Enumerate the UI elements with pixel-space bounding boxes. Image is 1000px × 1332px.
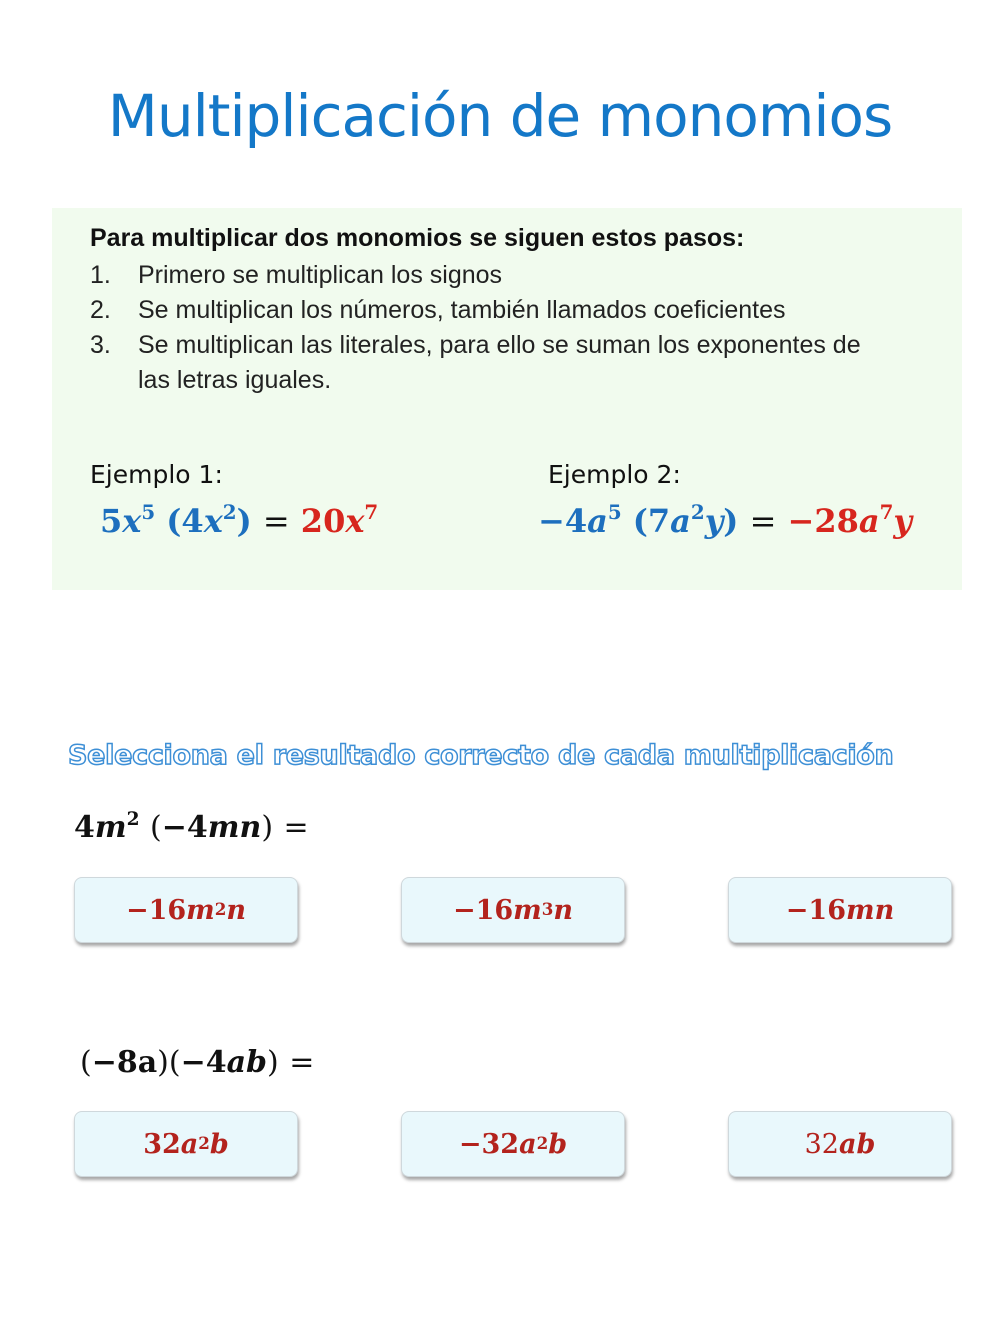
step-number: 2. bbox=[90, 296, 111, 324]
answer-option-button[interactable]: 32 a $^2$ b bbox=[74, 1111, 298, 1177]
step-item bbox=[90, 293, 870, 328]
answer-option-button[interactable]: −16 mn bbox=[728, 877, 952, 943]
step-text: Se multiplican las literales, para ello se suman los exponentes de las letras iguales. bbox=[138, 331, 861, 394]
example-1-formula: $5x^5$ $(4x^2) = 20x^7$ bbox=[100, 500, 379, 540]
question-2-expression: (−8a)(−4ab) = bbox=[80, 1045, 315, 1080]
exercise-instruction: Selecciona el resultado correcto de cada multiplicación bbox=[68, 740, 894, 771]
instructions-box bbox=[52, 208, 962, 590]
step-number: 1. bbox=[90, 261, 111, 289]
step-number: 3. bbox=[90, 331, 111, 359]
example-2-label: Ejemplo 2: bbox=[548, 460, 681, 489]
page-title: Multiplicación de monomios bbox=[107, 82, 893, 150]
example-1-label: Ejemplo 1: bbox=[90, 460, 223, 489]
instructions-heading: Para multiplicar dos monomios se siguen estos pasos: bbox=[90, 224, 745, 252]
answer-option-button[interactable]: 32 ab bbox=[728, 1111, 952, 1177]
question-1-expression: $4m^2$ (−4mn) = bbox=[74, 809, 309, 845]
answer-option-button[interactable]: −32 a $^2$ b bbox=[401, 1111, 625, 1177]
steps-list bbox=[90, 258, 870, 398]
step-item bbox=[90, 258, 870, 293]
answer-option-button[interactable]: −16 m $^2$ n bbox=[74, 877, 298, 943]
answer-option-button[interactable]: −16 m $^3$ n bbox=[401, 877, 625, 943]
step-text: Se multiplican los números, también llamados coeficientes bbox=[138, 296, 786, 324]
example-2-formula: $-4a^5$ $(7a^2y) = -28a^7y$ bbox=[538, 500, 912, 540]
step-item bbox=[90, 328, 870, 398]
step-text: Primero se multiplican los signos bbox=[138, 261, 503, 289]
